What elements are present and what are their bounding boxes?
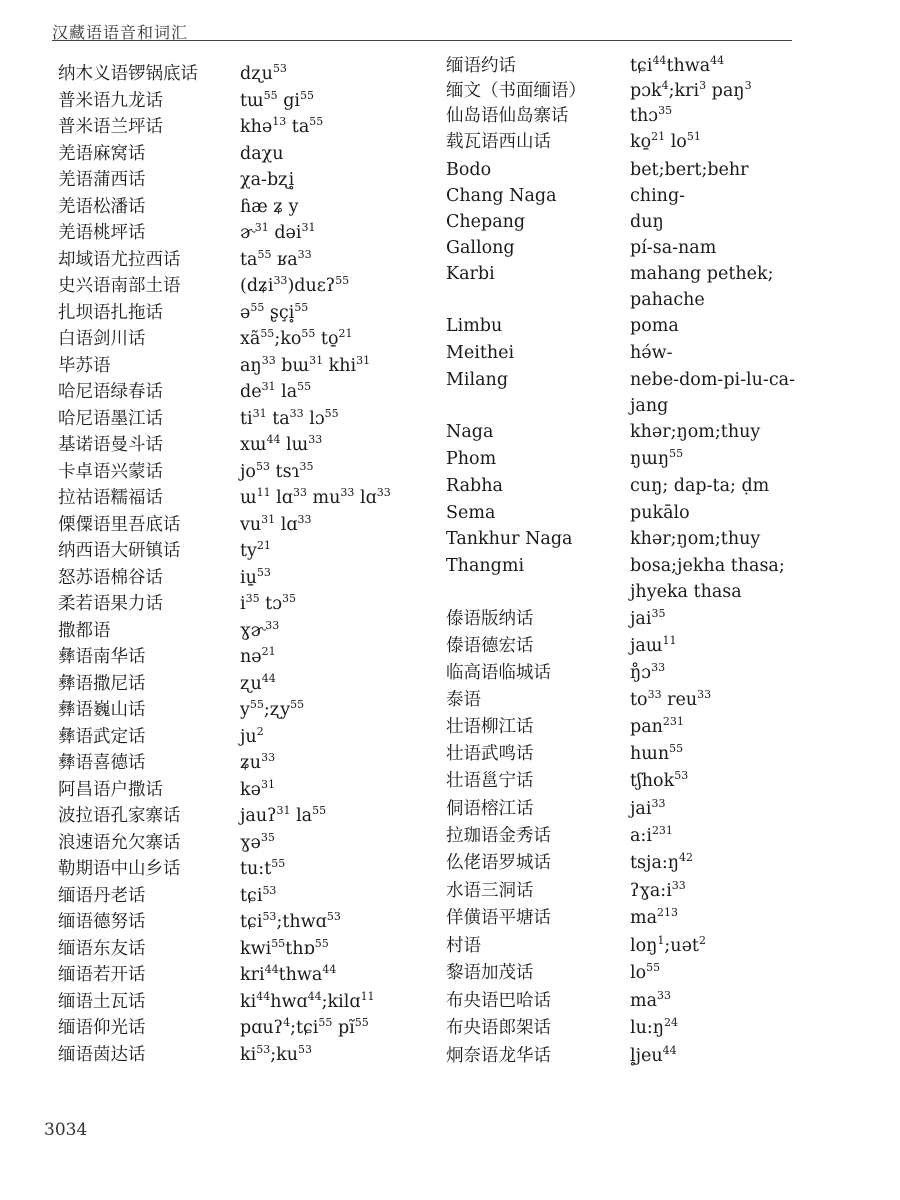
dialect-name: Bodo [446, 160, 492, 180]
word-form: $xã^{55};ko^{55}$ to̱$^{21}$ [240, 327, 353, 349]
dialect-name: 白语剑川话 [58, 329, 146, 349]
dialect-name: Chepang [446, 212, 526, 232]
word-form: $lo^{55}$ [630, 961, 661, 983]
dialect-name: 撒都语 [58, 620, 111, 641]
dialect-name: 缅语土瓦话 [58, 991, 146, 1012]
dialect-name: 布央语巴哈话 [446, 991, 551, 1011]
dialect-name: 村语 [446, 936, 481, 956]
dialect-name: 傣语版纳话 [446, 609, 534, 629]
dialect-name: 仙岛语仙岛寨话 [446, 106, 569, 126]
word-form: ching- [630, 186, 686, 206]
word-form: daχu [240, 143, 284, 164]
word-form: pan$^{231}$ [630, 715, 684, 737]
word-form: $y^{55};ʐy^{55}$ [240, 698, 305, 720]
word-form: $ma^{213}$ [630, 906, 679, 928]
word-form: ɣɚ$^{33}$ [240, 618, 280, 641]
word-form: tɯ$^{55}$ $gi^{55}$ [240, 88, 315, 111]
word-form: bosa;jekha thasa; [630, 556, 785, 576]
dialect-name: 黎语加茂话 [446, 963, 534, 983]
word-form: tʃhok$^{53}$ [630, 769, 689, 791]
word-form: tɕi$^{53}$;thwɑ$^{53}$ [240, 910, 341, 932]
word-form: $ty^{21}$ [240, 539, 271, 561]
word-form: khər;ŋom;thuy [630, 529, 761, 549]
dialect-name: Thangmi [446, 556, 525, 576]
dialect-name: 卡卓语兴蒙话 [58, 461, 163, 482]
dialect-name: 缅语东友话 [58, 938, 146, 959]
word-form: jang [630, 396, 669, 416]
word-form: kri$^{44}$thwa$^{44}$ [240, 963, 337, 985]
word-form: ŋɯŋ$^{55}$ [630, 447, 684, 469]
dialect-name: 缅语若开话 [58, 965, 146, 985]
dialect-name: 彝语南华话 [58, 647, 146, 667]
dialect-name: Sema [446, 503, 496, 523]
word-form: ə$^{55}$ ʂçi̥$^{55}$ [240, 300, 309, 323]
dialect-name: 基诺语曼斗话 [58, 435, 163, 455]
word-form: nə$^{21}$ [240, 645, 276, 667]
dialect-name: 浪速语允欠寨话 [58, 832, 181, 853]
word-form: $ʔɣa:i^{33}$ [630, 879, 686, 901]
word-form: hə́w- [630, 343, 673, 363]
word-form: duŋ [630, 212, 664, 232]
word-form: ɣə$^{35}$ [240, 830, 275, 853]
word-form: pahache [630, 290, 705, 310]
word-form: $to^{33}$ reu$^{33}$ [630, 688, 712, 710]
word-form: hɯn$^{55}$ [630, 742, 684, 764]
dialect-name: 水语三洞话 [446, 881, 534, 901]
word-form: jai$^{35}$ [630, 607, 666, 629]
word-form: kə$^{31}$ [240, 777, 275, 800]
word-form: khər;ŋom;thuy [630, 422, 761, 442]
word-form: loŋ$^1$;uət$^2$ [630, 934, 706, 956]
word-form: xɯ$^{44}$ lɯ$^{33}$ [240, 433, 323, 455]
dialect-name: 缅语茵达话 [58, 1044, 146, 1065]
word-form: jauʔ$^{31}$ $la^{55}$ [240, 804, 327, 826]
word-form: jhyeka thasa [630, 582, 742, 602]
word-form: $aŋ^{33}$ bɯ$^{31}$ khi$^{31}$ [240, 353, 371, 376]
word-form: ɦæ ʑ y [240, 196, 299, 217]
running-header: 汉藏语语音和词汇 [52, 23, 189, 42]
word-form: $ma^{33}$ [630, 989, 672, 1011]
word-form: ko̱$^{21}$ $lo^{51}$ [630, 130, 701, 152]
dialect-name: 拉祜语糯福话 [58, 488, 163, 508]
dialect-name: 拉珈语金秀话 [446, 826, 551, 846]
dialect-name: 缅语德努话 [58, 912, 146, 932]
dialect-name: 史兴语南部土语 [58, 276, 181, 296]
word-form: l̥jeu$^{44}$ [630, 1044, 677, 1066]
dialect-name: 却域语尤拉西话 [58, 249, 181, 270]
dialect-name: 彝语喜德话 [58, 753, 146, 773]
word-form: $ti^{31}$ $ta^{33}$ lɔ$^{55}$ [240, 406, 339, 429]
dialect-name: 傈僳语里吾底话 [58, 514, 181, 535]
dialect-name: 泰语 [446, 690, 481, 710]
word-form: $lu:ŋ^{24}$ [630, 1016, 679, 1038]
word-form: mahang pethek; [630, 264, 774, 284]
dialect-name: 羌语麻窝话 [58, 143, 146, 164]
dialect-name: 羌语蒲西话 [58, 170, 146, 190]
dialect-name: Meithei [446, 343, 515, 363]
word-form: tɕi$^{44}$thwa$^{44}$ [630, 54, 725, 76]
dialect-name: 彝语武定话 [58, 726, 146, 747]
word-form: $ki^{44}hwɑ^{44};kilɑ^{11}$ [240, 989, 375, 1012]
dialect-name: 彝语巍山话 [58, 700, 146, 720]
word-form: $jo^{53}$ tsɿ$^{35}$ [240, 459, 314, 482]
dialect-name: 哈尼语绿春话 [58, 382, 163, 402]
word-form: $ju^2$ [240, 724, 264, 747]
word-form: ʐu$^{44}$ [240, 671, 276, 694]
word-form: dʐu$^{53}$ [240, 62, 287, 84]
word-form: tɕi$^{53}$ [240, 883, 277, 906]
dialect-name: Karbi [446, 264, 495, 284]
dialect-name: Naga [446, 422, 494, 442]
word-form: poma [630, 316, 679, 336]
dialect-name: Rabha [446, 476, 503, 496]
dialect-name: 壮语邕宁话 [446, 771, 534, 791]
dialect-name: Chang Naga [446, 186, 557, 206]
dialect-name: 佯僙语平塘话 [446, 908, 551, 928]
word-form: pukālo [630, 503, 690, 523]
dialect-name: 壮语柳江话 [446, 717, 534, 737]
dialect-name: 缅语丹老话 [58, 885, 146, 906]
dialect-name: Gallong [446, 238, 515, 258]
word-form: ŋ̊ɔ$^{33}$ [630, 661, 666, 683]
dialect-name: 柔若语果力话 [58, 594, 163, 614]
word-form: $vu^{31}$ lɑ$^{33}$ [240, 512, 312, 535]
dialect-name: 纳西语大研镇话 [58, 541, 181, 561]
word-form: cuŋ; dap-ta; ḍm [630, 476, 770, 496]
dialect-name: Tankhur Naga [446, 529, 573, 549]
word-form: $ki^{53};ku^{53}$ [240, 1042, 312, 1065]
word-form: $tu:t^{55}$ [240, 857, 286, 879]
dialect-name: 普米语九龙话 [58, 90, 163, 111]
word-form: jaɯ$^{11}$ [630, 634, 677, 656]
word-form: $ta^{55}$ ʁa$^{33}$ [240, 247, 312, 270]
word-form: bet;bert;behr [630, 160, 749, 180]
dialect-name: 傣语德宏话 [446, 636, 534, 656]
word-form: thɔ$^{35}$ [630, 104, 673, 126]
dialect-name: 缅文（书面缅语） [446, 81, 586, 101]
word-form: χa-bʐi̥ [240, 170, 295, 190]
dialect-name: 哈尼语墨江话 [58, 408, 163, 429]
dialect-name: 布央语郎架话 [446, 1018, 551, 1038]
dialect-name: 壮语武鸣话 [446, 744, 534, 764]
word-form: pɔk$^4$;kri$^3$ paŋ$^3$ [630, 79, 752, 101]
word-form: pí-sa-nam [630, 238, 717, 258]
dialect-name: 勒期语中山乡话 [58, 859, 181, 879]
dialect-name: 纳木义语锣锅底话 [58, 64, 198, 84]
dialect-name: 炯奈语龙华话 [446, 1046, 551, 1066]
dialect-name: 载瓦语西山话 [446, 132, 551, 152]
dialect-name: 羌语松潘话 [58, 196, 146, 217]
word-form: $i^{35}$ tɔ$^{35}$ [240, 592, 297, 614]
dialect-name: Limbu [446, 316, 503, 336]
page-number: 3034 [44, 1120, 88, 1140]
dialect-name: 侗语榕江话 [446, 799, 534, 819]
header-rule [52, 40, 792, 41]
dialect-name: 普米语兰坪话 [58, 117, 163, 137]
dialect-name: 仫佬语罗城话 [446, 853, 551, 873]
dialect-name: 羌语桃坪话 [58, 223, 146, 243]
word-form: ɯ$^{11}$ lɑ$^{33}$ $mu^{33}$ lɑ$^{33}$ [240, 486, 391, 508]
dialect-name: Phom [446, 449, 497, 469]
word-form: jai$^{33}$ [630, 797, 666, 819]
word-form: kwi$^{55}$thɒ$^{55}$ [240, 936, 329, 959]
dialect-name: 临高语临城话 [446, 663, 551, 683]
dialect-name: 波拉语孔家寨话 [58, 806, 181, 826]
dialect-name: 扎坝语扎拖话 [58, 302, 163, 323]
dialect-name: 阿昌语户撒话 [58, 779, 163, 800]
word-form: pɑuʔ$^4$;tɕi$^{55}$ $pĩ^{55}$ [240, 1016, 369, 1038]
word-form: ɚ$^{31}$ dəi$^{31}$ [240, 221, 316, 243]
dialect-name: 彝语撒尼话 [58, 673, 146, 694]
word-form: $de^{31}$ $la^{55}$ [240, 380, 312, 402]
dialect-name: 怒苏语棉谷话 [58, 567, 163, 588]
word-form: ʑu$^{33}$ [240, 751, 276, 773]
word-form: nebe-dom-pi-lu-ca- [630, 370, 795, 390]
word-form: khə$^{13}$ $ta^{55}$ [240, 115, 324, 137]
dialect-name: 缅语仰光话 [58, 1018, 146, 1038]
dialect-name: 缅语约话 [446, 56, 516, 76]
word-form: $a:i^{231}$ [630, 824, 673, 846]
word-form: iu̱$^{53}$ [240, 565, 271, 588]
word-form: $tsja:ŋ^{42}$ [630, 851, 694, 873]
dialect-name: 毕苏语 [58, 355, 111, 376]
dialect-name: Milang [446, 370, 509, 390]
word-form: (dʑi$^{33}$)duɛʔ$^{55}$ [240, 274, 350, 296]
